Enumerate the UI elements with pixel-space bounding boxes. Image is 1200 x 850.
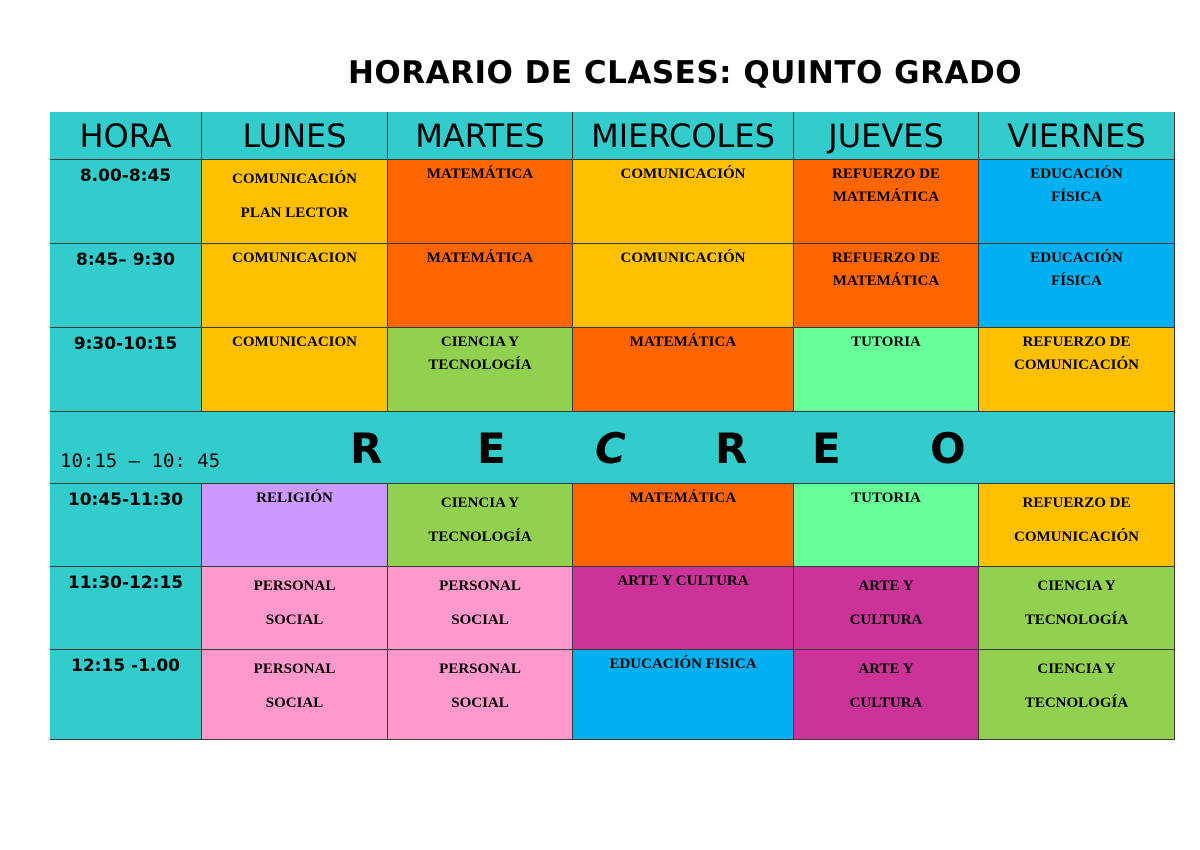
subject-cell [794, 650, 979, 740]
subject-label: PERSONAL [439, 661, 521, 677]
time-cell: 12:15 -1.00 [50, 650, 202, 740]
subject-cell [388, 567, 573, 650]
schedule-table [50, 112, 1175, 740]
header-day: MARTES [388, 112, 573, 160]
subject-cell [794, 160, 979, 244]
recreo-letter: O [930, 424, 966, 473]
subject-cell [573, 160, 794, 244]
subject-label: TUTORIA [851, 334, 921, 350]
recreo-row [50, 412, 1175, 484]
subject-label: PERSONAL [253, 578, 336, 594]
subject-label: MATEMÁTICA [629, 490, 737, 506]
time-cell: 10:45-11:30 [50, 484, 202, 567]
subject-label: SOCIAL [265, 694, 324, 711]
subject-label: COMUNICACIÓN [620, 250, 746, 266]
subject-label: ARTE Y [858, 661, 914, 677]
time-cell: 11:30-12:15 [50, 567, 202, 650]
subject-label: TECNOLOGÍA [428, 357, 532, 374]
subject-cell [573, 484, 794, 567]
subject-label: CIENCIA Y [440, 334, 520, 350]
subject-cell [202, 484, 388, 567]
subject-label: MATEMÁTICA [629, 334, 737, 350]
time-cell: 9:30-10:15 [50, 328, 202, 412]
subject-cell [794, 328, 979, 412]
subject-label: PERSONAL [439, 578, 521, 594]
subject-label: REFUERZO DE [832, 166, 940, 182]
subject-label: COMUNICACIÓN [620, 166, 746, 182]
subject-cell [794, 244, 979, 328]
subject-cell [979, 328, 1175, 412]
header-day: MIERCOLES [573, 112, 794, 160]
subject-label: MATEMÁTICA [426, 250, 534, 266]
recreo-letter: E [812, 424, 841, 473]
subject-cell [979, 650, 1175, 740]
recreo-letter: R [350, 424, 383, 473]
subject-cell [202, 244, 388, 328]
subject-cell [388, 160, 573, 244]
time-cell: 8:45– 9:30 [50, 244, 202, 328]
subject-cell [573, 244, 794, 328]
subject-label: TECNOLOGÍA [428, 528, 532, 545]
subject-label: TUTORIA [851, 490, 921, 506]
subject-cell [202, 328, 388, 412]
header-hora: HORA [50, 112, 202, 160]
subject-label: COMUNICACION [232, 250, 357, 266]
subject-label: COMUNICACION [232, 334, 357, 350]
subject-cell [388, 484, 573, 567]
subject-label: ARTE Y CULTURA [617, 573, 749, 589]
subject-label: SOCIAL [451, 694, 509, 711]
subject-label: CIENCIA Y [440, 495, 520, 511]
subject-label: CULTURA [849, 694, 923, 711]
page-title: HORARIO DE CLASES: QUINTO GRADO [347, 55, 1023, 91]
subject-label: MATEMÁTICA [832, 189, 940, 206]
subject-label: MATEMÁTICA [426, 166, 534, 182]
header-day: VIERNES [979, 112, 1175, 160]
subject-label: FÍSICA [1051, 189, 1102, 206]
subject-label: FÍSICA [1051, 273, 1102, 290]
subject-label: MATEMÁTICA [832, 273, 940, 290]
subject-label: PLAN LECTOR [240, 204, 349, 221]
subject-label: REFUERZO DE [1022, 334, 1131, 350]
subject-cell [573, 328, 794, 412]
subject-label: EDUCACIÓN [1030, 250, 1123, 266]
subject-label: TECNOLOGÍA [1024, 611, 1129, 628]
subject-label: CIENCIA Y [1037, 578, 1116, 594]
subject-cell [202, 160, 388, 244]
subject-cell [388, 244, 573, 328]
subject-label: RELIGIÓN [256, 490, 333, 506]
recreo-time: 10:15 – 10: 45 [60, 450, 221, 472]
subject-label: REFUERZO DE [832, 250, 940, 266]
recreo-letter: E [477, 424, 506, 473]
subject-label: EDUCACIÓN [1030, 166, 1123, 182]
subject-cell [979, 244, 1175, 328]
subject-label: TECNOLOGÍA [1024, 694, 1129, 711]
subject-cell [388, 650, 573, 740]
subject-label: PERSONAL [253, 661, 336, 677]
subject-cell [979, 484, 1175, 567]
time-cell: 8.00-8:45 [50, 160, 202, 244]
subject-cell [573, 567, 794, 650]
subject-label: COMUNICACIÓN [232, 171, 357, 187]
subject-cell [202, 650, 388, 740]
subject-label: CIENCIA Y [1037, 661, 1116, 677]
subject-cell [794, 567, 979, 650]
subject-cell [202, 567, 388, 650]
subject-cell [573, 650, 794, 740]
recreo-letter: C [595, 424, 626, 473]
subject-label: SOCIAL [265, 611, 324, 628]
subject-label: SOCIAL [451, 611, 509, 628]
subject-cell [388, 328, 573, 412]
subject-cell [794, 484, 979, 567]
subject-cell [979, 160, 1175, 244]
recreo-letter: R [715, 424, 748, 473]
header-day: LUNES [202, 112, 388, 160]
header-day: JUEVES [794, 112, 979, 160]
subject-label: EDUCACIÓN FISICA [609, 656, 757, 672]
subject-label: REFUERZO DE [1022, 495, 1131, 511]
subject-cell [979, 567, 1175, 650]
subject-label: CULTURA [849, 611, 923, 628]
subject-label: COMUNICACIÓN [1014, 357, 1139, 374]
subject-label: ARTE Y [858, 578, 914, 594]
subject-label: COMUNICACIÓN [1014, 528, 1139, 545]
